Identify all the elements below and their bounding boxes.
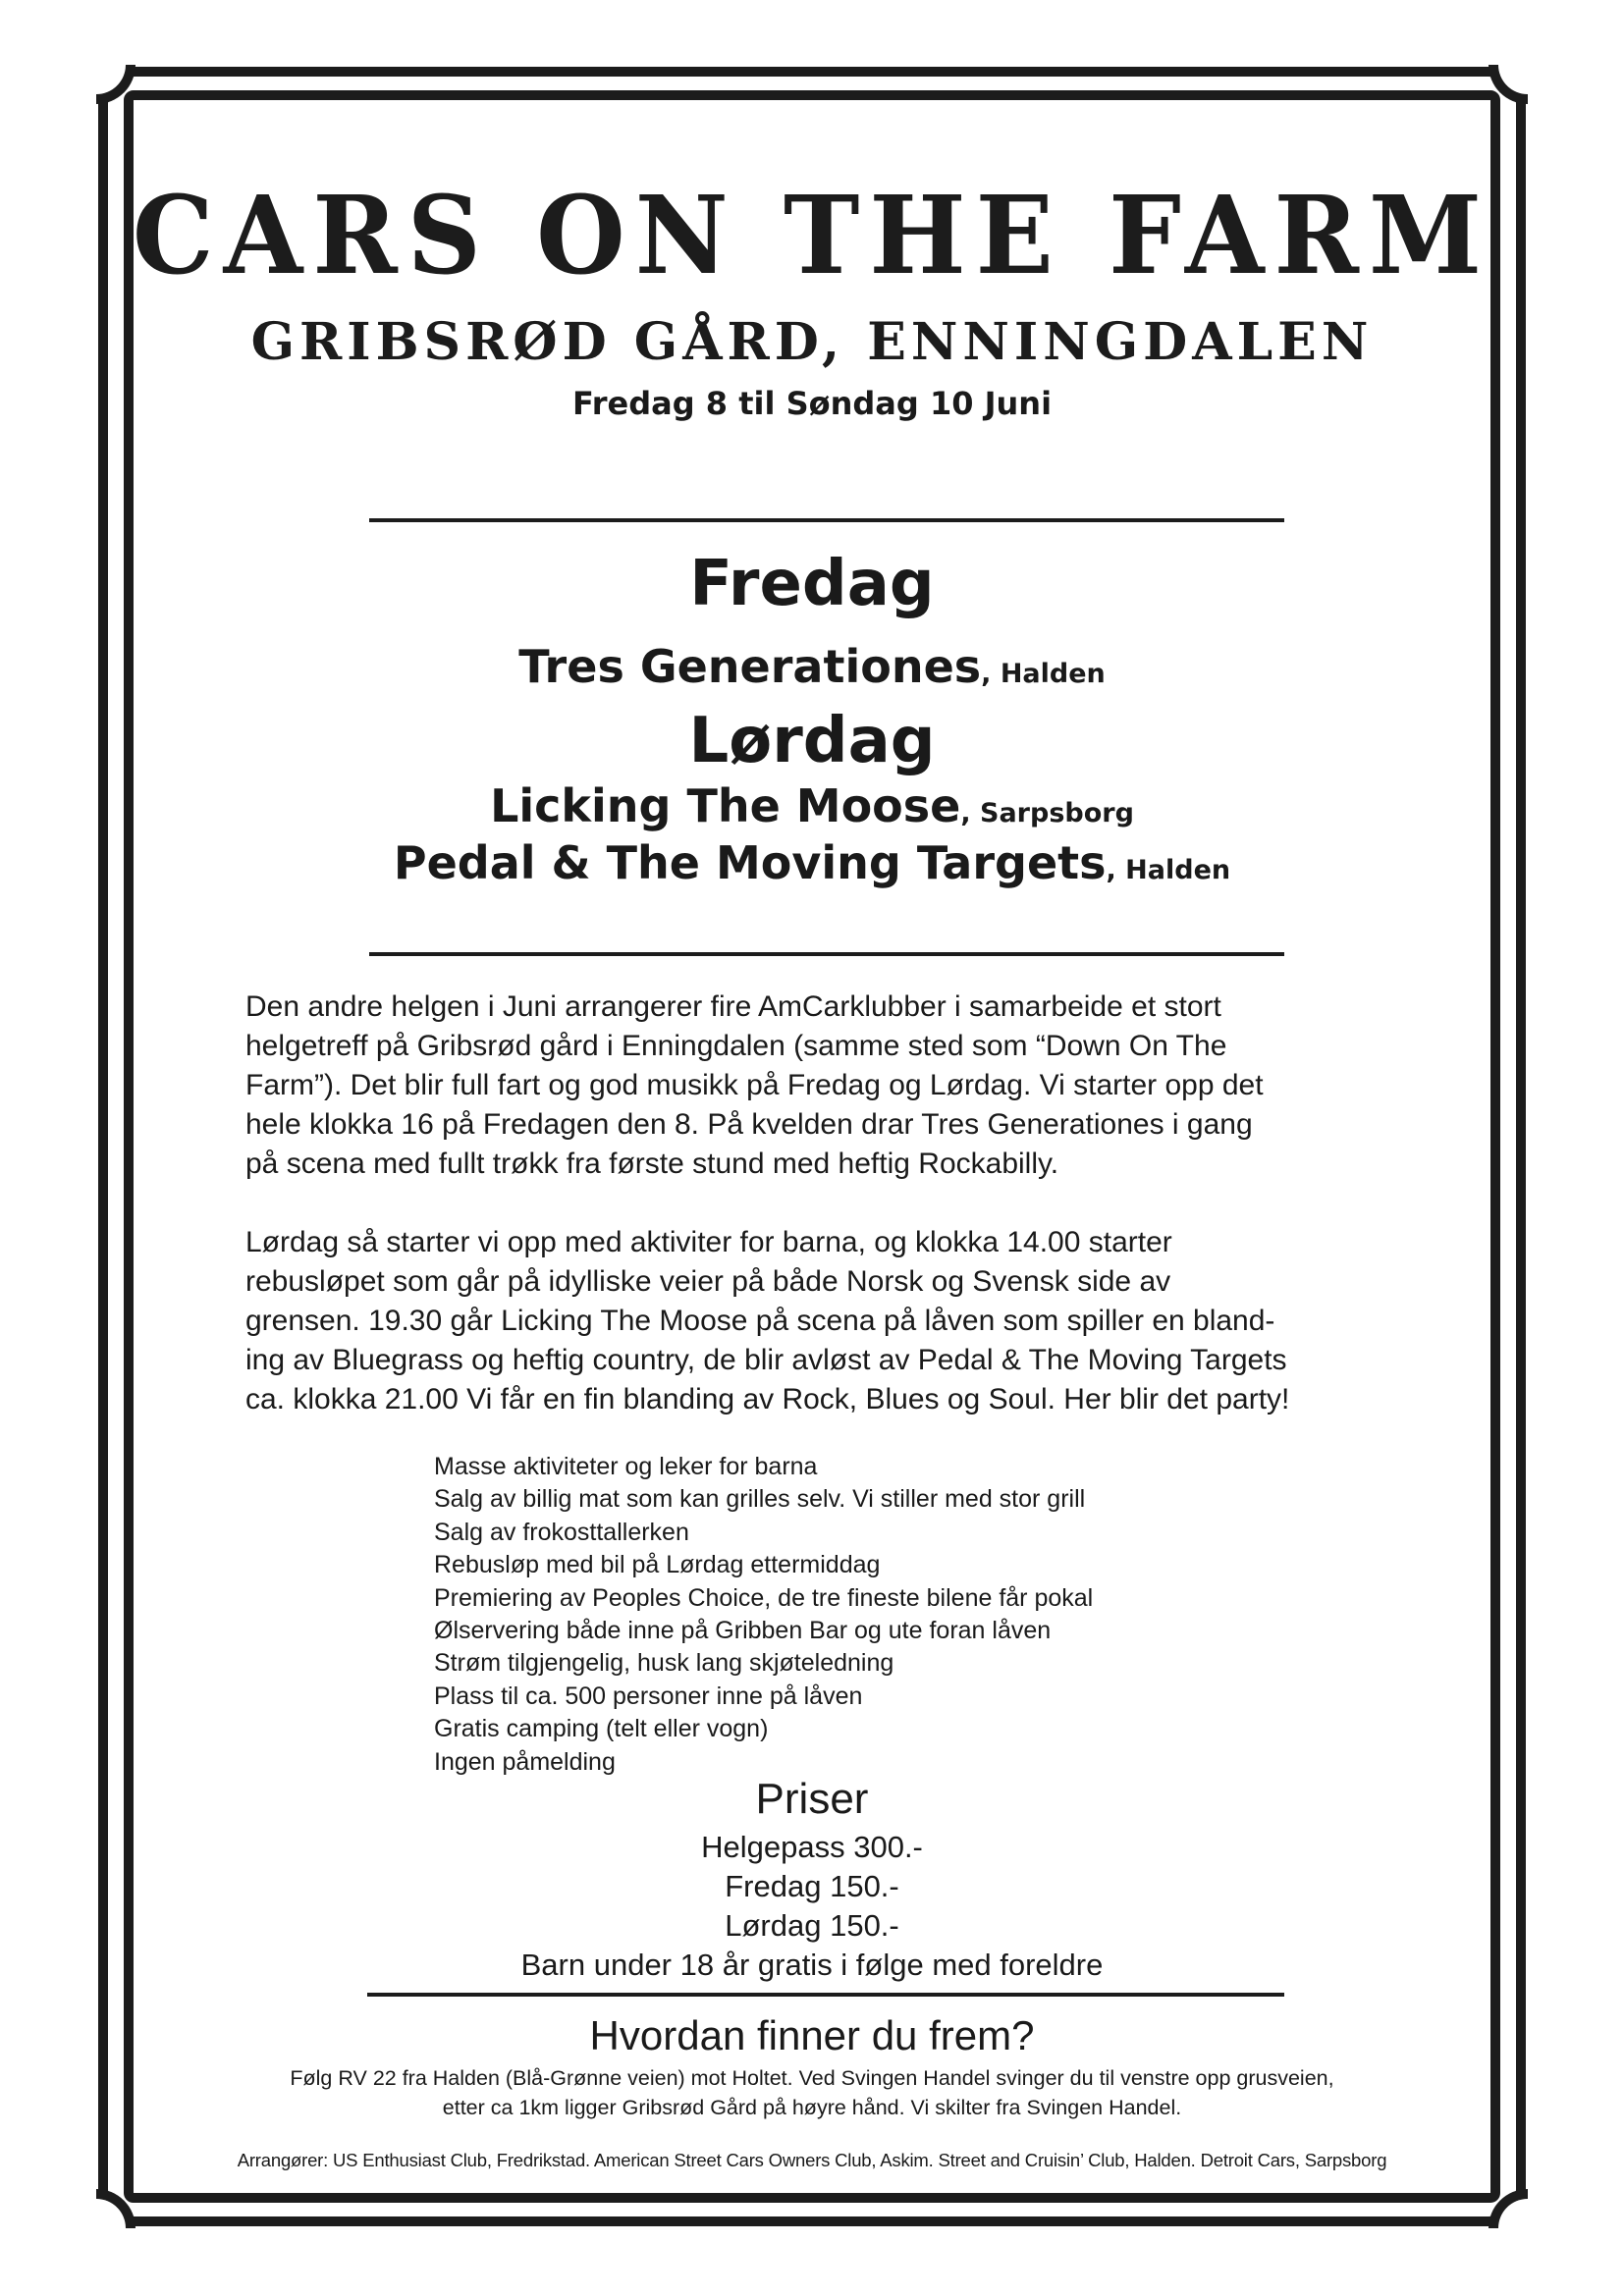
list-item: Salg av billig mat som kan grilles selv. Vi stiller med stor grill [434,1485,1086,1514]
list-item: Plass til ca. 500 personer inne på låven [434,1682,863,1710]
price-line: Lørdag 150.- [725,1908,899,1943]
list-item: Salg av frokosttallerken [434,1518,689,1546]
list-item: Ølservering både inne på Gribben Bar og ute foran låven [434,1617,1052,1645]
text-line: ca. klokka 21.00 Vi får en fin blanding av Rock, Blues og Soul. Her blir det party! [245,1383,1290,1415]
text-line: grensen. 19.30 går Licking The Moose på scena på låven som spiller en bland- [245,1305,1275,1337]
list-item: Gratis camping (telt eller vogn) [434,1715,769,1743]
text-line: Lørdag så starter vi opp med aktiviter for barna, og klokka 14.00 starter [245,1226,1172,1258]
band-name: Tres Generationes [518,640,982,693]
text-line: hele klokka 16 på Fredagen den 8. På kvelden drar Tres Generationes i gang [245,1108,1253,1141]
day-heading-friday: Fredag [689,548,935,620]
band-line [0,836,1624,889]
list-item: Masse aktiviteter og leker for barna [434,1453,818,1480]
price-line: Fredag 150.- [725,1869,899,1903]
prices-heading: Priser [755,1775,869,1823]
list-item: Strøm tilgjengelig, husk lang skjøteledning [434,1649,894,1678]
price-line: Helgepass 300.- [701,1830,923,1864]
band-name: Licking The Moose [490,779,961,832]
band-town: , Halden [981,659,1106,689]
organizers-footer: Arrangører: US Enthusiast Club, Fredrikstad. American Street Cars Owners Club, Askim. Street and Cruisin’ Club, Halden. Detroit Cars, Sarpsborg [237,2150,1387,2170]
poster-subtitle: GRIBSRØD GÅRD, ENNINGDALEN [250,312,1374,372]
band-line [0,779,1624,832]
directions-heading: Hvordan finner du frem? [589,2012,1035,2058]
text-line: Farm”). Det blir full fart og god musikk på Fredag og Lørdag. Vi starter opp det [245,1069,1264,1101]
band-town: , Sarpsborg [960,798,1134,828]
divider-rule [369,518,1284,522]
price-line: Barn under 18 år gratis i følge med foreldre [520,1948,1104,1982]
day-heading-saturday: Lørdag [688,705,936,777]
directions-line: Følg RV 22 fra Halden (Blå-Grønne veien) mot Holtet. Ved Svingen Handel svinger du til venstre opp grusveien, [290,2066,1334,2090]
poster-title: CARS ON THE FARM [132,171,1492,299]
band-town: , Halden [1106,855,1231,885]
feature-list [434,1451,1093,1779]
event-dates: Fredag 8 til Søndag 10 Juni [571,385,1053,422]
directions-line: etter ca 1km ligger Gribsrød Gård på høyre hånd. Vi skilter fra Svingen Handel. [442,2096,1182,2119]
divider-rule [369,952,1284,956]
text-line: ing av Bluegrass og heftig country, de blir avløst av Pedal & The Moving Targets [245,1344,1287,1376]
list-item: Rebusløp med bil på Lørdag ettermiddag [434,1551,881,1579]
text-line: Den andre helgen i Juni arrangerer fire AmCarklubber i samarbeide et stort [245,990,1221,1023]
description-paragraph [245,1223,1424,1419]
text-line: helgetreff på Gribsrød gård i Enningdalen (samme sted som “Down On The [245,1030,1227,1062]
text-line: på scena med fullt trøkk fra første stund med heftig Rockabilly. [245,1148,1059,1180]
description-paragraph [245,988,1424,1184]
list-item: Ingen påmelding [434,1747,616,1776]
band-name: Pedal & The Moving Targets [393,836,1107,889]
text-line: rebusløpet som går på idylliske veier på både Norsk og Svensk side av [245,1265,1171,1298]
divider-rule [367,1993,1284,1997]
band-line [0,640,1624,693]
list-item: Premiering av Peoples Choice, de tre fineste bilene får pokal [434,1583,1094,1612]
